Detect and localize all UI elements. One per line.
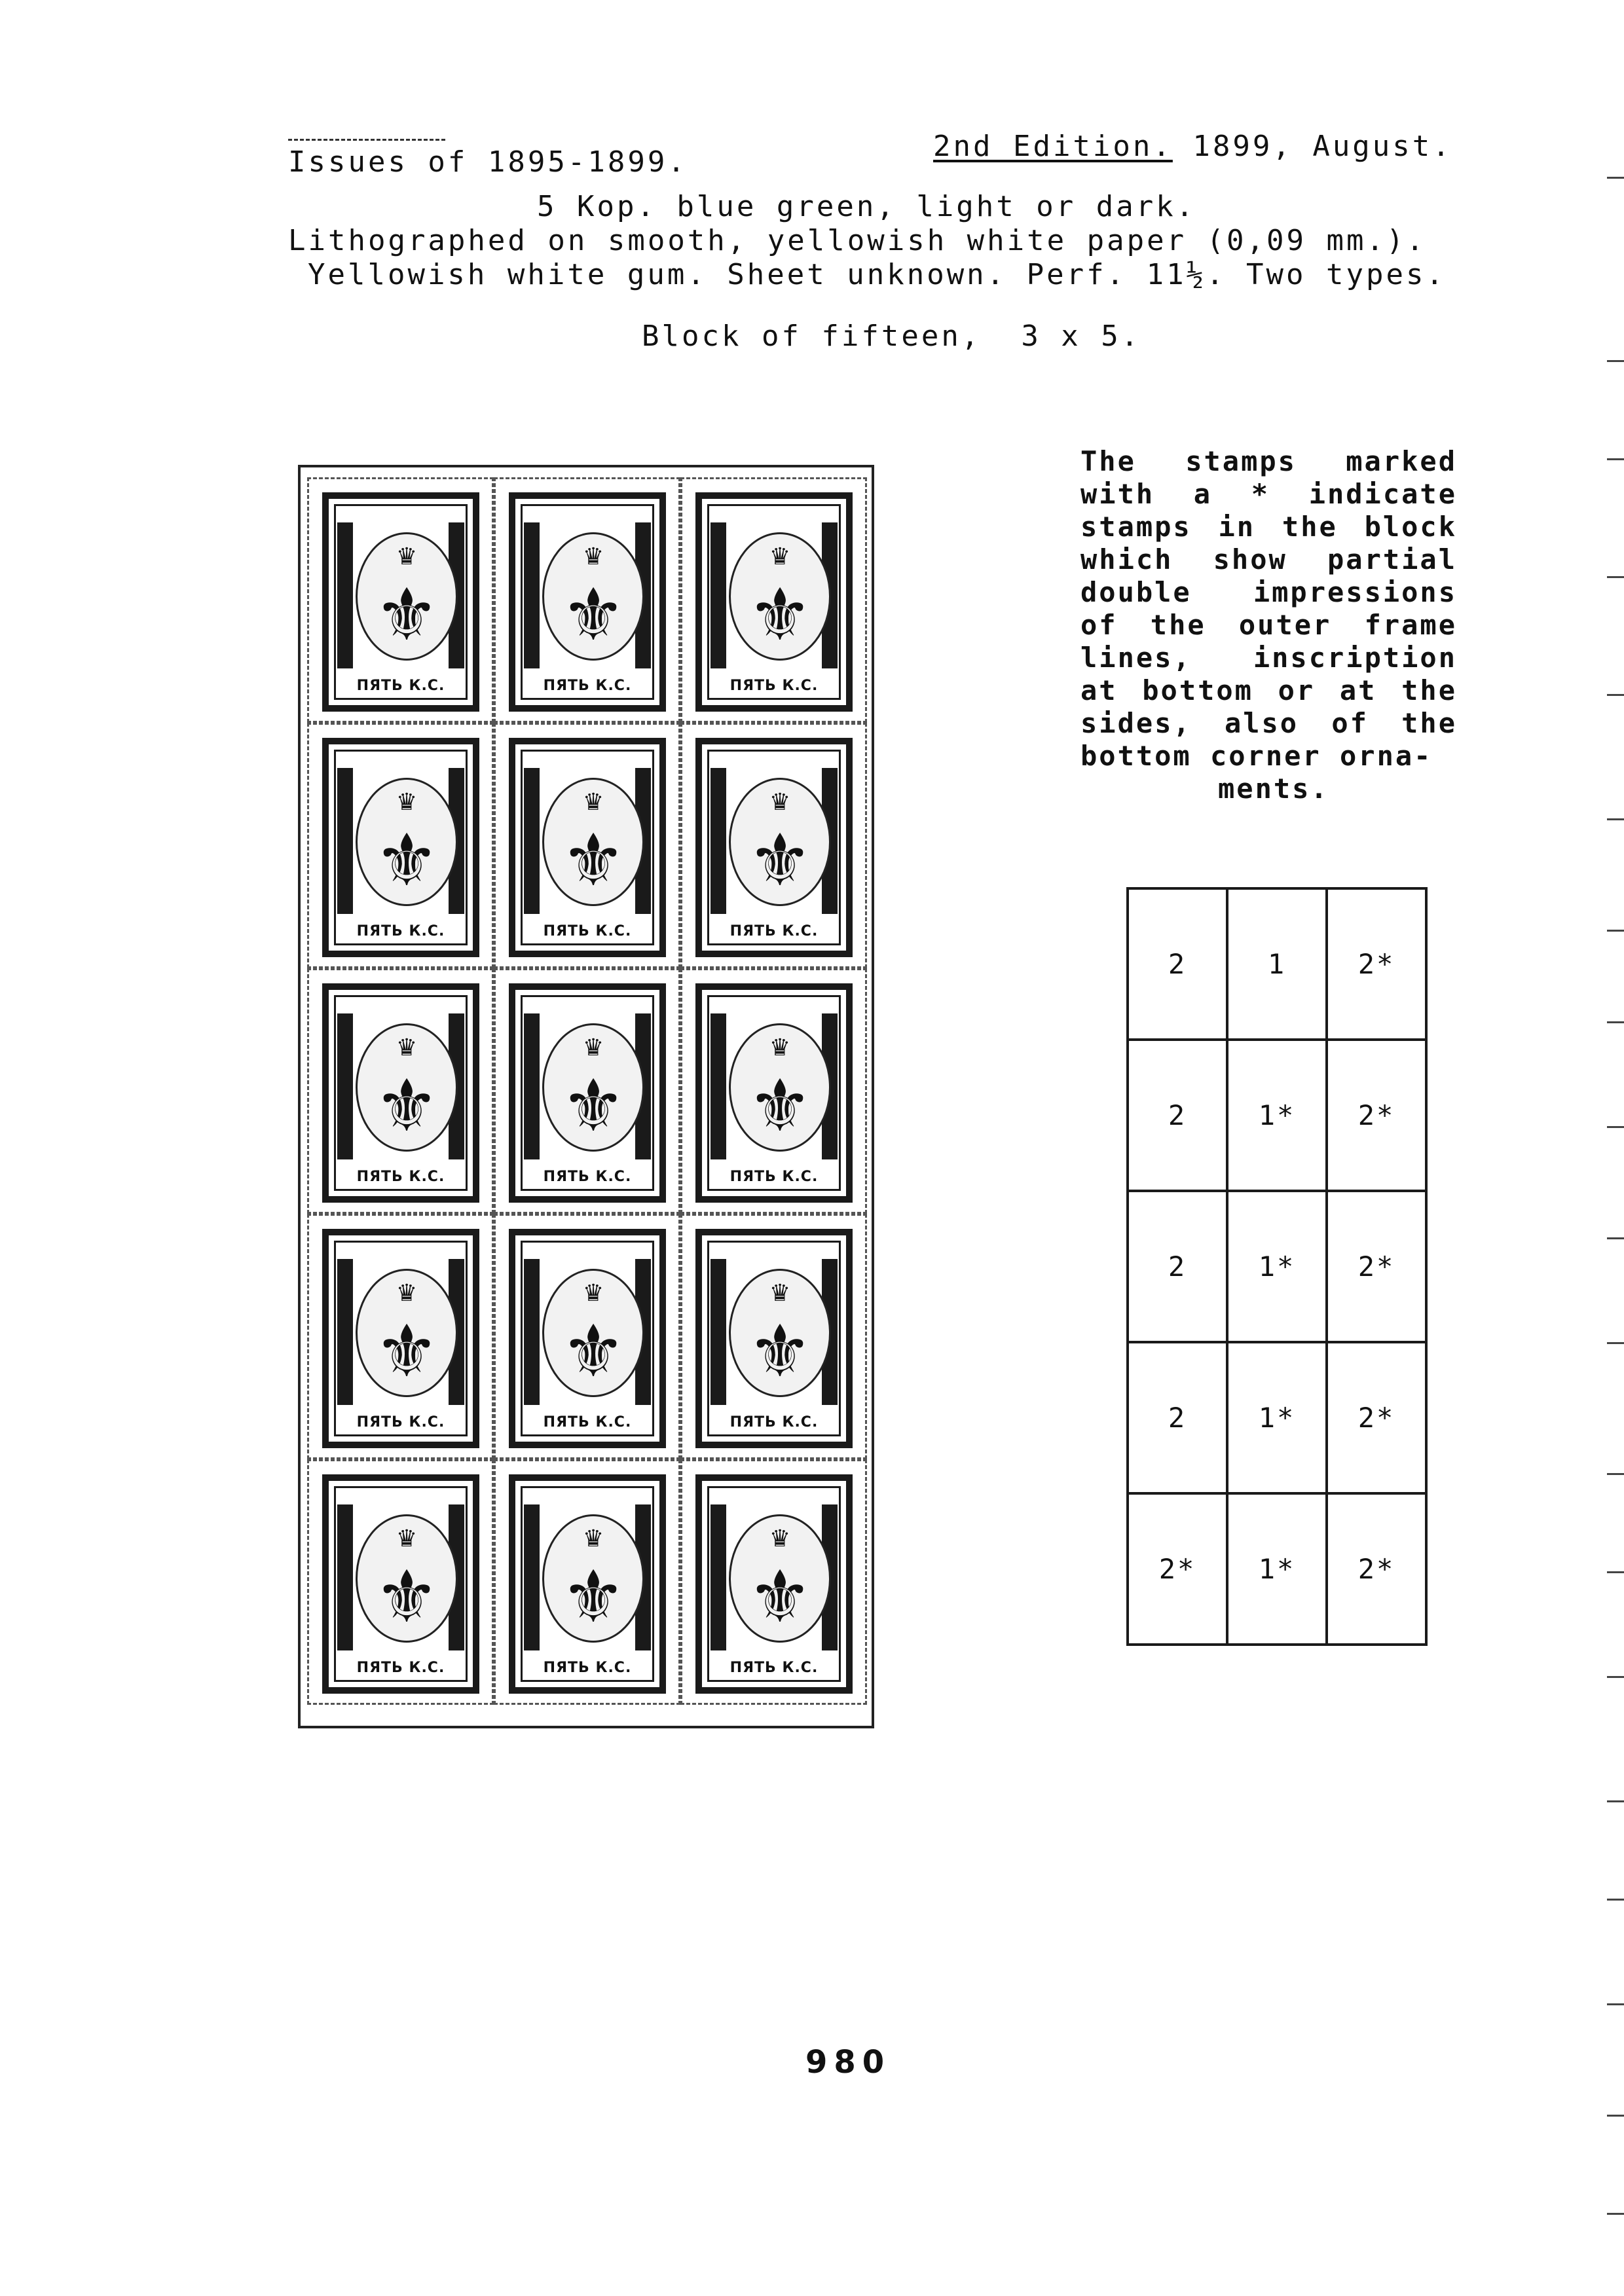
margin-tick xyxy=(1607,1342,1624,1344)
stamp-cell xyxy=(494,968,680,1214)
stamp-oval xyxy=(356,1514,458,1643)
stamp-oval xyxy=(356,1023,458,1152)
crown-icon: ♛ xyxy=(582,1034,604,1061)
stamp-value: ПЯТЬ К.С. xyxy=(356,923,445,939)
stamp-value: ПЯТЬ К.С. xyxy=(543,678,632,694)
stamp-cell xyxy=(494,1214,680,1459)
stamp-value: ПЯТЬ К.С. xyxy=(356,1660,445,1676)
description-line-3: Yellowish white gum. Sheet unknown. Perf. 11½. Two types. xyxy=(308,258,1446,291)
margin-tick xyxy=(1607,576,1624,578)
stamp-side-left xyxy=(337,768,353,914)
crown-icon: ♛ xyxy=(396,1525,418,1552)
stamp-value: ПЯТЬ К.С. xyxy=(729,678,819,694)
edition-label: 2nd Edition. xyxy=(933,130,1173,163)
stamp-oval xyxy=(729,778,831,906)
issue-period-heading: Issues of 1895-1899. xyxy=(288,145,688,179)
stamp-frame xyxy=(334,750,468,945)
stamp xyxy=(695,492,853,712)
double-headed-eagle-icon: ⚜ xyxy=(561,1555,626,1639)
type-grid-cell: 2 xyxy=(1128,1040,1227,1191)
margin-tick xyxy=(1607,930,1624,932)
stamp-cell xyxy=(307,1459,494,1705)
stamp-frame xyxy=(521,504,654,700)
margin-tick xyxy=(1607,2115,1624,2117)
stamp-value: ПЯТЬ К.С. xyxy=(729,923,819,939)
stamp-cell xyxy=(680,968,867,1214)
crown-icon: ♛ xyxy=(396,543,418,570)
type-grid-row xyxy=(1128,1493,1426,1645)
stamp-value: ПЯТЬ К.С. xyxy=(729,1660,819,1676)
crown-icon: ♛ xyxy=(396,789,418,816)
type-grid-cell: 1* xyxy=(1227,1342,1327,1493)
stamp-oval xyxy=(729,1023,831,1152)
stamp xyxy=(695,738,853,957)
stamp-side-left xyxy=(337,1504,353,1650)
stamp xyxy=(322,1229,479,1448)
note-paragraph-end: ments. xyxy=(1218,773,1329,805)
crown-icon: ♛ xyxy=(769,543,791,570)
margin-tick xyxy=(1607,1237,1624,1239)
stamp-value: ПЯТЬ К.С. xyxy=(543,923,632,939)
stamp-side-left xyxy=(337,1013,353,1159)
margin-tick xyxy=(1607,818,1624,820)
stamp-cell xyxy=(307,968,494,1214)
note-paragraph: The stamps marked with a * indicate stamps in the block which show partial double impressions of the outer frame lines, inscription at bottom or at the sides, also of the bottom corner orna- xyxy=(1080,445,1457,772)
type-grid-row xyxy=(1128,1040,1426,1191)
margin-tick xyxy=(1607,2213,1624,2215)
type-grid-cell: 1* xyxy=(1227,1040,1327,1191)
stamp-oval xyxy=(542,1269,644,1397)
stamp-block-image xyxy=(298,465,874,1728)
crown-icon: ♛ xyxy=(769,1525,791,1552)
crown-icon: ♛ xyxy=(769,1280,791,1307)
stamp xyxy=(509,738,666,957)
stamp-oval xyxy=(542,1514,644,1643)
stamp-side-left xyxy=(710,768,726,914)
double-headed-eagle-icon: ⚜ xyxy=(561,1309,626,1393)
stamp-cell xyxy=(680,1459,867,1705)
margin-tick xyxy=(1607,1571,1624,1573)
type-grid-cell: 2* xyxy=(1327,1040,1426,1191)
stamp xyxy=(695,1474,853,1694)
stamp-cell xyxy=(307,1214,494,1459)
crown-icon: ♛ xyxy=(769,789,791,816)
stamp xyxy=(509,983,666,1203)
type-grid-cell: 2* xyxy=(1327,1191,1426,1342)
type-grid-cell: 2 xyxy=(1128,1342,1227,1493)
stamp-frame xyxy=(334,1486,468,1682)
stamp-frame xyxy=(707,995,841,1191)
margin-tick xyxy=(1607,177,1624,179)
block-title: Block of fifteen, 3 x 5. xyxy=(642,319,1141,353)
description-line-2: Lithographed on smooth, yellowish white paper (0,09 mm.). xyxy=(288,224,1426,257)
stamp-cell xyxy=(307,723,494,968)
stamp-oval xyxy=(542,532,644,661)
double-headed-eagle-icon: ⚜ xyxy=(561,818,626,902)
crown-icon: ♛ xyxy=(769,1034,791,1061)
double-headed-eagle-icon: ⚜ xyxy=(561,1064,626,1148)
stamp-frame xyxy=(707,1241,841,1436)
type-grid-cell: 2 xyxy=(1128,1191,1227,1342)
description-line-1: 5 Kop. blue green, light or dark. xyxy=(537,190,1196,223)
stamp-side-left xyxy=(710,1259,726,1405)
margin-tick xyxy=(1607,360,1624,362)
type-grid-row xyxy=(1128,1191,1426,1342)
stamp-cell xyxy=(307,477,494,723)
margin-tick xyxy=(1607,694,1624,696)
stamp-oval xyxy=(729,1269,831,1397)
crown-icon: ♛ xyxy=(396,1280,418,1307)
stamp-frame xyxy=(521,1486,654,1682)
stamp-frame xyxy=(334,504,468,700)
stamp xyxy=(509,1229,666,1448)
stamp-side-left xyxy=(710,1504,726,1650)
stamp-oval xyxy=(542,778,644,906)
stamp-value: ПЯТЬ К.С. xyxy=(543,1660,632,1676)
type-grid-cell: 1 xyxy=(1227,888,1327,1040)
type-grid xyxy=(1126,887,1428,1646)
stamp-value: ПЯТЬ К.С. xyxy=(729,1169,819,1185)
double-headed-eagle-icon: ⚜ xyxy=(747,1064,813,1148)
stamp-value: ПЯТЬ К.С. xyxy=(356,1414,445,1430)
crown-icon: ♛ xyxy=(582,1280,604,1307)
stamp xyxy=(695,983,853,1203)
double-headed-eagle-icon: ⚜ xyxy=(374,818,439,902)
double-headed-eagle-icon: ⚜ xyxy=(374,1064,439,1148)
stamp-oval xyxy=(729,532,831,661)
double-headed-eagle-icon: ⚜ xyxy=(747,573,813,657)
stamp-value: ПЯТЬ К.С. xyxy=(543,1169,632,1185)
double-headed-eagle-icon: ⚜ xyxy=(374,1309,439,1393)
margin-tick xyxy=(1607,1800,1624,1802)
stamp-side-left xyxy=(524,1259,540,1405)
stamp-cell xyxy=(680,1214,867,1459)
stamp xyxy=(322,738,479,957)
stamp-oval xyxy=(729,1514,831,1643)
type-grid-row xyxy=(1128,1342,1426,1493)
stamp-cell xyxy=(494,477,680,723)
edition-date: 1899, August. xyxy=(1172,130,1452,163)
stamp-value: ПЯТЬ К.С. xyxy=(543,1414,632,1430)
double-headed-eagle-icon: ⚜ xyxy=(561,573,626,657)
crown-icon: ♛ xyxy=(582,1525,604,1552)
double-headed-eagle-icon: ⚜ xyxy=(374,573,439,657)
type-grid-cell: 1* xyxy=(1227,1191,1327,1342)
stamp-oval xyxy=(542,1023,644,1152)
stamp-side-left xyxy=(710,1013,726,1159)
stamp-frame xyxy=(334,995,468,1191)
crown-icon: ♛ xyxy=(582,543,604,570)
stamp-value: ПЯТЬ К.С. xyxy=(356,678,445,694)
stamp-side-left xyxy=(524,522,540,668)
margin-tick xyxy=(1607,458,1624,460)
margin-tick xyxy=(1607,1126,1624,1128)
stamp-side-left xyxy=(524,1013,540,1159)
stamp-frame xyxy=(707,1486,841,1682)
type-grid-cell: 2 xyxy=(1128,888,1227,1040)
stamp-side-left xyxy=(710,522,726,668)
stamp-value: ПЯТЬ К.С. xyxy=(729,1414,819,1430)
stamp-frame xyxy=(707,750,841,945)
stamp-side-left xyxy=(524,1504,540,1650)
stamp-frame xyxy=(707,504,841,700)
type-grid-cell: 2* xyxy=(1128,1493,1227,1645)
stamp-side-left xyxy=(337,522,353,668)
margin-tick xyxy=(1607,1676,1624,1678)
page-number: 980 xyxy=(805,2044,891,2081)
stamp xyxy=(322,983,479,1203)
stamp xyxy=(322,492,479,712)
stamp-side-left xyxy=(337,1259,353,1405)
type-grid-row xyxy=(1128,888,1426,1040)
stamp-frame xyxy=(521,995,654,1191)
stamp xyxy=(695,1229,853,1448)
type-grid-cell: 2* xyxy=(1327,1493,1426,1645)
header-rule xyxy=(288,139,445,141)
stamp-cell xyxy=(680,477,867,723)
type-grid-cell: 1* xyxy=(1227,1493,1327,1645)
double-headed-eagle-icon: ⚜ xyxy=(747,1309,813,1393)
double-headed-eagle-icon: ⚜ xyxy=(747,818,813,902)
stamp-cell xyxy=(494,723,680,968)
stamp-frame xyxy=(521,750,654,945)
stamp xyxy=(509,492,666,712)
stamp-frame xyxy=(521,1241,654,1436)
double-headed-eagle-icon: ⚜ xyxy=(374,1555,439,1639)
margin-tick xyxy=(1607,2003,1624,2005)
stamp-frame xyxy=(334,1241,468,1436)
stamp-cell xyxy=(494,1459,680,1705)
margin-tick xyxy=(1607,1473,1624,1475)
stamp-cell xyxy=(680,723,867,968)
stamp-value: ПЯТЬ К.С. xyxy=(356,1169,445,1185)
margin-tick xyxy=(1607,1021,1624,1023)
margin-tick xyxy=(1607,1899,1624,1901)
stamp-oval xyxy=(356,778,458,906)
stamp-side-left xyxy=(524,768,540,914)
double-headed-eagle-icon: ⚜ xyxy=(747,1555,813,1639)
type-grid-cell: 2* xyxy=(1327,1342,1426,1493)
crown-icon: ♛ xyxy=(582,789,604,816)
type-grid-cell: 2* xyxy=(1327,888,1426,1040)
stamp xyxy=(322,1474,479,1694)
stamp xyxy=(509,1474,666,1694)
edition-heading xyxy=(933,130,1452,163)
stamp-oval xyxy=(356,532,458,661)
stamp-oval xyxy=(356,1269,458,1397)
crown-icon: ♛ xyxy=(396,1034,418,1061)
